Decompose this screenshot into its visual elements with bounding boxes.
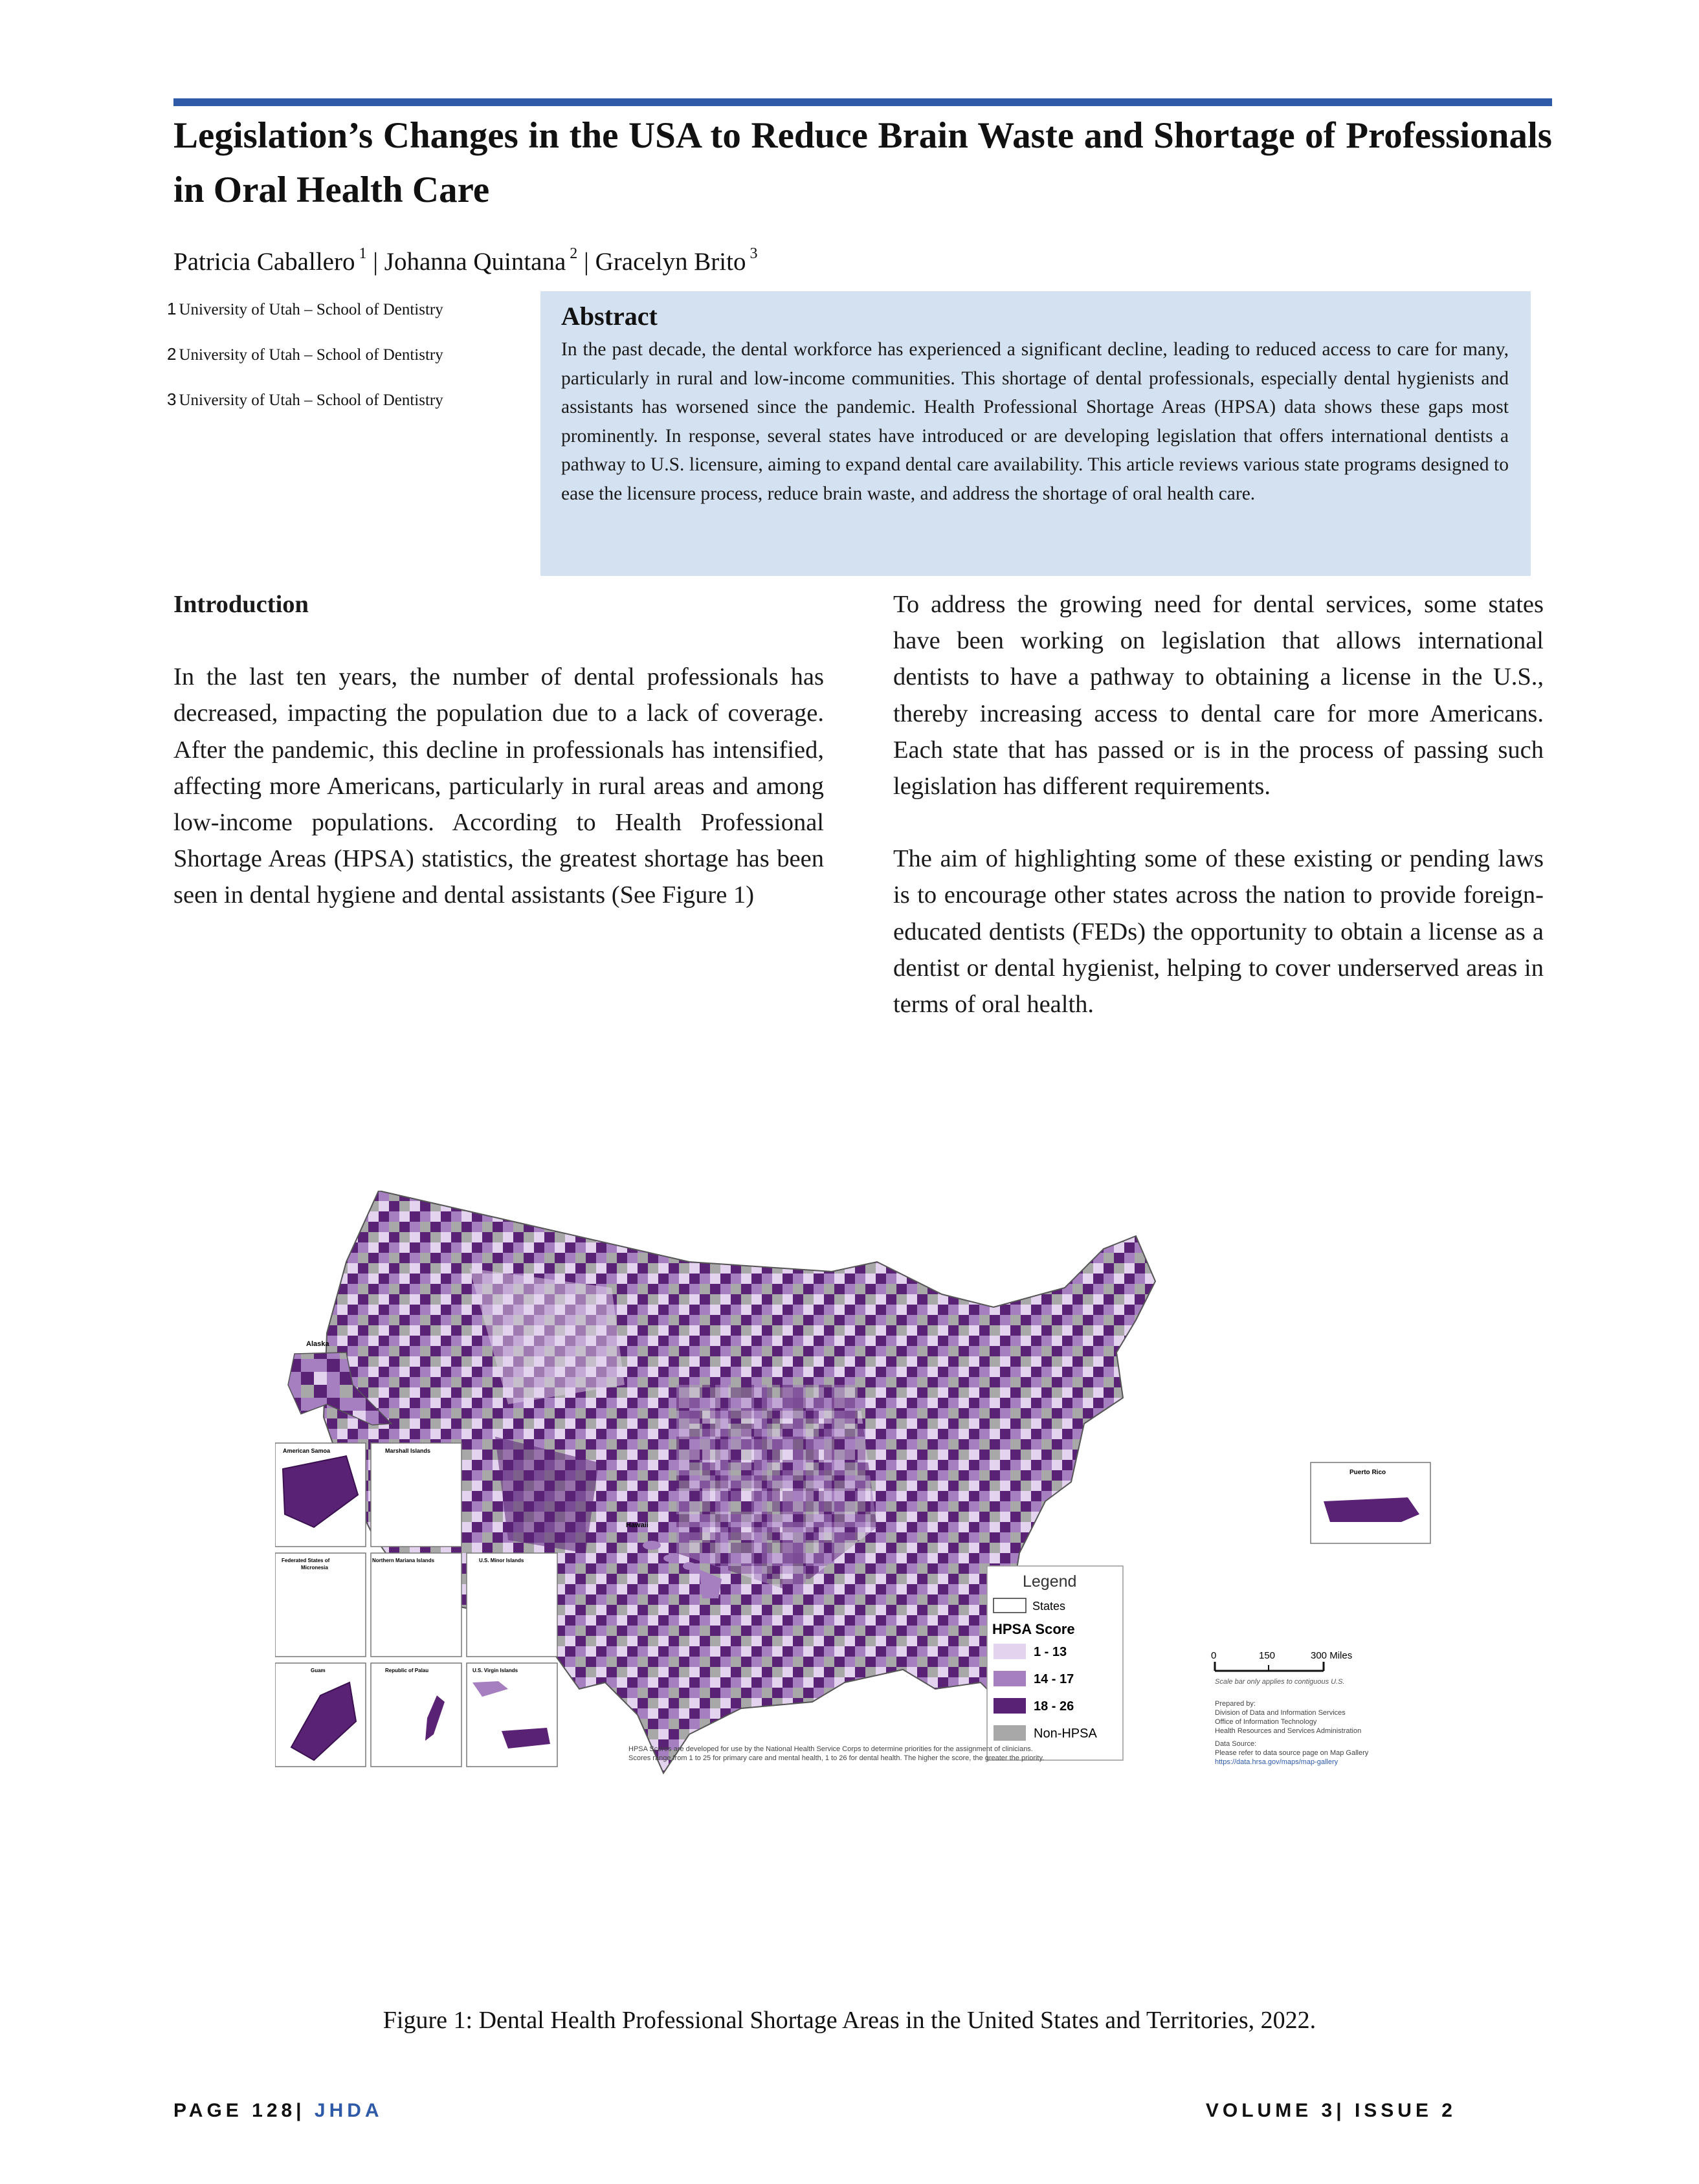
hpsa-note-line: Scores range from 1 to 25 for primary care and mental health, 1 to 26 for dental health. The higher the score, the greater the priority. (628, 1754, 1045, 1762)
author-name: Patricia Caballero (173, 248, 355, 276)
abstract-text: In the past decade, the dental workforce has experienced a significant decline, leading to reduced access to care for many, particularly in rural and low-income communities. This shortage of dental professionals, especially dental hygienists and assistants has worsened since the pandemic. Health Professional Shortage Areas (HPSA) data shows these gaps most prominently. In response, several states have introduced or are developing legislation that offers international dentists a pathway to U.S. licensure, aiming to expand dental care availability. This article reviews various state programs designed to ease the licensure process, reduce brain waste, and address the shortage of oral health care. (561, 339, 1509, 504)
legend-title: Legend (1023, 1572, 1077, 1591)
affiliation-number: 3 (167, 390, 177, 409)
top-rule (173, 98, 1552, 106)
scale-end: 300 Miles (1311, 1650, 1353, 1661)
affiliation (167, 344, 443, 364)
affiliation (167, 299, 443, 319)
figure-caption: Figure 1: Dental Health Professional Shortage Areas in the United States and Territories, 2022. (383, 2007, 1316, 2034)
author-sup: 1 (359, 245, 367, 262)
data-source-url: https://data.hrsa.gov/maps/map-gallery (1215, 1758, 1338, 1766)
scale-zero: 0 (1211, 1650, 1217, 1661)
author-separator: | (373, 248, 379, 276)
alaska-label: Alaska (306, 1340, 329, 1348)
footer-page-number: PAGE 128| (173, 2100, 305, 2121)
legend-item-label: 18 - 26 (1034, 1699, 1074, 1714)
footer-journal: JHDA (314, 2100, 383, 2121)
introduction-heading: Introduction (173, 591, 309, 618)
micronesia-label: Federated States of (282, 1558, 330, 1563)
affiliation-text: University of Utah – School of Dentistry (179, 346, 443, 364)
author-name: Johanna Quintana (384, 248, 566, 276)
map-legend (987, 1566, 1123, 1760)
american-samoa-label: American Samoa (283, 1448, 331, 1454)
scale-mid: 150 (1259, 1650, 1276, 1661)
author-line (173, 234, 757, 281)
legend-score-title: HPSA Score (992, 1621, 1075, 1637)
guam-label: Guam (311, 1668, 326, 1673)
prepared-by-line: Office of Information Technology (1215, 1718, 1317, 1726)
author-sup: 3 (750, 245, 758, 262)
introduction-paragraph: In the last ten years, the number of dental professionals has decreased, impacting the population due to a lack of coverage. After the pandemic, this decline in professionals has intensified, affecting more Americans, particularly in rural areas and among low-income populations. According to Health Professional Shortage Areas (HPSA) statistics, the greatest shortage has been seen in dental hygiene and dental assistants (See Figure 1) (173, 663, 824, 909)
affiliation (167, 390, 443, 410)
hpsa-note (628, 1745, 1044, 1762)
marshall-islands-label: Marshall Islands (385, 1448, 431, 1454)
prepared-by-line: Health Resources and Services Administration (1215, 1727, 1362, 1735)
footer-page (173, 2100, 383, 2122)
author-sup: 2 (570, 245, 578, 262)
author-name: Gracelyn Brito (595, 248, 746, 276)
body-paragraph: The aim of highlighting some of these existing or pending laws is to encourage other states across the nation to provide foreign-educated dentists (FEDs) the opportunity to obtain a license as a dentist or dental hygienist, helping to cover underserved areas in terms of oral health. (893, 845, 1544, 1019)
northern-mariana-label: Northern Mariana Islands (372, 1558, 435, 1563)
affiliation-number: 1 (167, 299, 177, 318)
legend-swatch (994, 1644, 1026, 1659)
scale-note: Scale bar only applies to contiguous U.S. (1215, 1678, 1345, 1686)
puerto-rico-inset (1311, 1462, 1430, 1543)
map-credits (1215, 1700, 1369, 1766)
legend-states-label: States (1032, 1600, 1066, 1613)
right-column (893, 586, 1544, 1022)
scale-bar (1211, 1650, 1352, 1686)
left-column (173, 586, 824, 914)
data-source-line: Data Source: (1215, 1740, 1257, 1748)
affiliation-text: University of Utah – School of Dentistry (179, 392, 443, 409)
hpsa-map-figure (275, 1191, 1437, 1981)
footer-volume: VOLUME 3| ISSUE 2 (1205, 2100, 1456, 2121)
micronesia-label-2: Micronesia (301, 1565, 328, 1571)
article-title: Legislation’s Changes in the USA to Reduce Brain Waste and Shortage of Professionals in Oral Health Care (173, 115, 1552, 210)
legend-item-label: Non-HPSA (1034, 1726, 1097, 1741)
abstract-heading: Abstract (561, 302, 658, 331)
legend-item-label: 1 - 13 (1034, 1645, 1067, 1659)
prepared-by-line: Division of Data and Information Services (1215, 1709, 1346, 1717)
legend-swatch (994, 1725, 1026, 1741)
data-source-line: Please refer to data source page on Map Gallery (1215, 1749, 1369, 1757)
affiliation-number: 2 (167, 344, 177, 364)
legend-item-label: 14 - 17 (1034, 1672, 1074, 1686)
hawaii-label: Hawaii (626, 1521, 649, 1529)
abstract-box (540, 291, 1531, 576)
prepared-by-line: Prepared by: (1215, 1700, 1256, 1708)
body-paragraph: To address the growing need for dental services, some states have been working on legislation that allows international dentists to have a pathway to obtaining a license in the U.S., thereby increasing access to dental care for more Americans. Each state that has passed or is in the process of passing such legislation has different requirements. (893, 591, 1544, 800)
palau-label: Republic of Palau (385, 1668, 429, 1673)
hpsa-note-line: HPSA Scores are developed for use by the National Health Service Corps to determine priorities for the assignment of clinicians. (628, 1745, 1033, 1753)
legend-swatch (994, 1671, 1026, 1686)
us-minor-islands-label: U.S. Minor Islands (479, 1558, 524, 1563)
puerto-rico-label: Puerto Rico (1349, 1469, 1386, 1476)
affiliation-text: University of Utah – School of Dentistry (179, 301, 443, 318)
legend-swatch (994, 1698, 1026, 1714)
author-separator: | (584, 248, 589, 276)
virgin-islands-label: U.S. Virgin Islands (472, 1668, 518, 1673)
